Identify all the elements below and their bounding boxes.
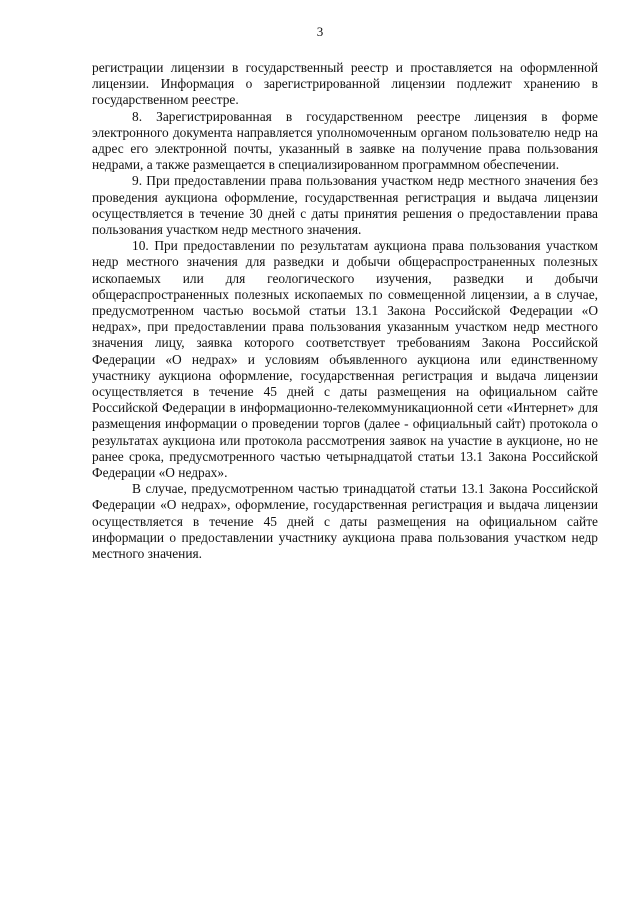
paragraph-item-9: 9. При предоставлении права пользования участком недр местного значения без проведения аукциона оформление, государственная регистрация и выдача лицензии осуществляется в течение 30 дней с даты принятия решения о предоставлении права пользования участком недр местного значения. xyxy=(92,173,598,238)
document-body xyxy=(92,60,598,562)
page-number: 3 xyxy=(316,24,324,39)
paragraph-continuation: регистрации лицензии в государственный реестр и проставляется на оформленной лицензии. Информация о зарегистрированной лицензии подлежит хранению в государственном реестре. xyxy=(92,60,598,108)
paragraph-item-10-exception: В случае, предусмотренном частью тринадцатой статьи 13.1 Закона Российской Федерации «О недрах», оформление, государственная регистрация и выдача лицензии осуществляется в течение 45 дней с даты размещения на официальном сайте информации о предоставлении участнику аукциона права пользования участком недр местного значения. xyxy=(92,481,598,562)
paragraph-item-8: 8. Зарегистрированная в государственном реестре лицензия в форме электронного документа направляется уполномоченным органом пользователю недр на адрес его электронной почты, указанный в заявке на получение права пользования недрами, а также размещается в специализированном программном обеспечении. xyxy=(92,108,598,173)
paragraph-item-10: 10. При предоставлении по результатам аукциона права пользования участком недр местного значения для разведки и добычи общераспространенных полезных ископаемых или для геологического изучения, разведки и добычи общераспространенных полезных ископаемых по совмещенной лицензии, а в случае, предусмотренном частью восьмой статьи 13.1 Закона Российской Федерации «О недрах», при предоставлении права пользования указанным участком недр местного значения лицу, заявка которого соответствует требованиям Закона Российской Федерации «О недрах» и условиям объявленного аукциона или единственному участнику аукциона оформление, государственная регистрация и выдача лицензии осуществляется в течение 45 дней с даты размещения на официальном сайте Российской Федерации в информационно-телекоммуникационной сети «Интернет» для размещения информации о проведении торгов (далее - официальный сайт) протокола о результатах аукциона или протокола рассмотрения заявок на участие в аукционе, но не ранее срока, предусмотренного частью четырнадцатой статьи 13.1 Закона Российской Федерации «О недрах». xyxy=(92,238,598,481)
